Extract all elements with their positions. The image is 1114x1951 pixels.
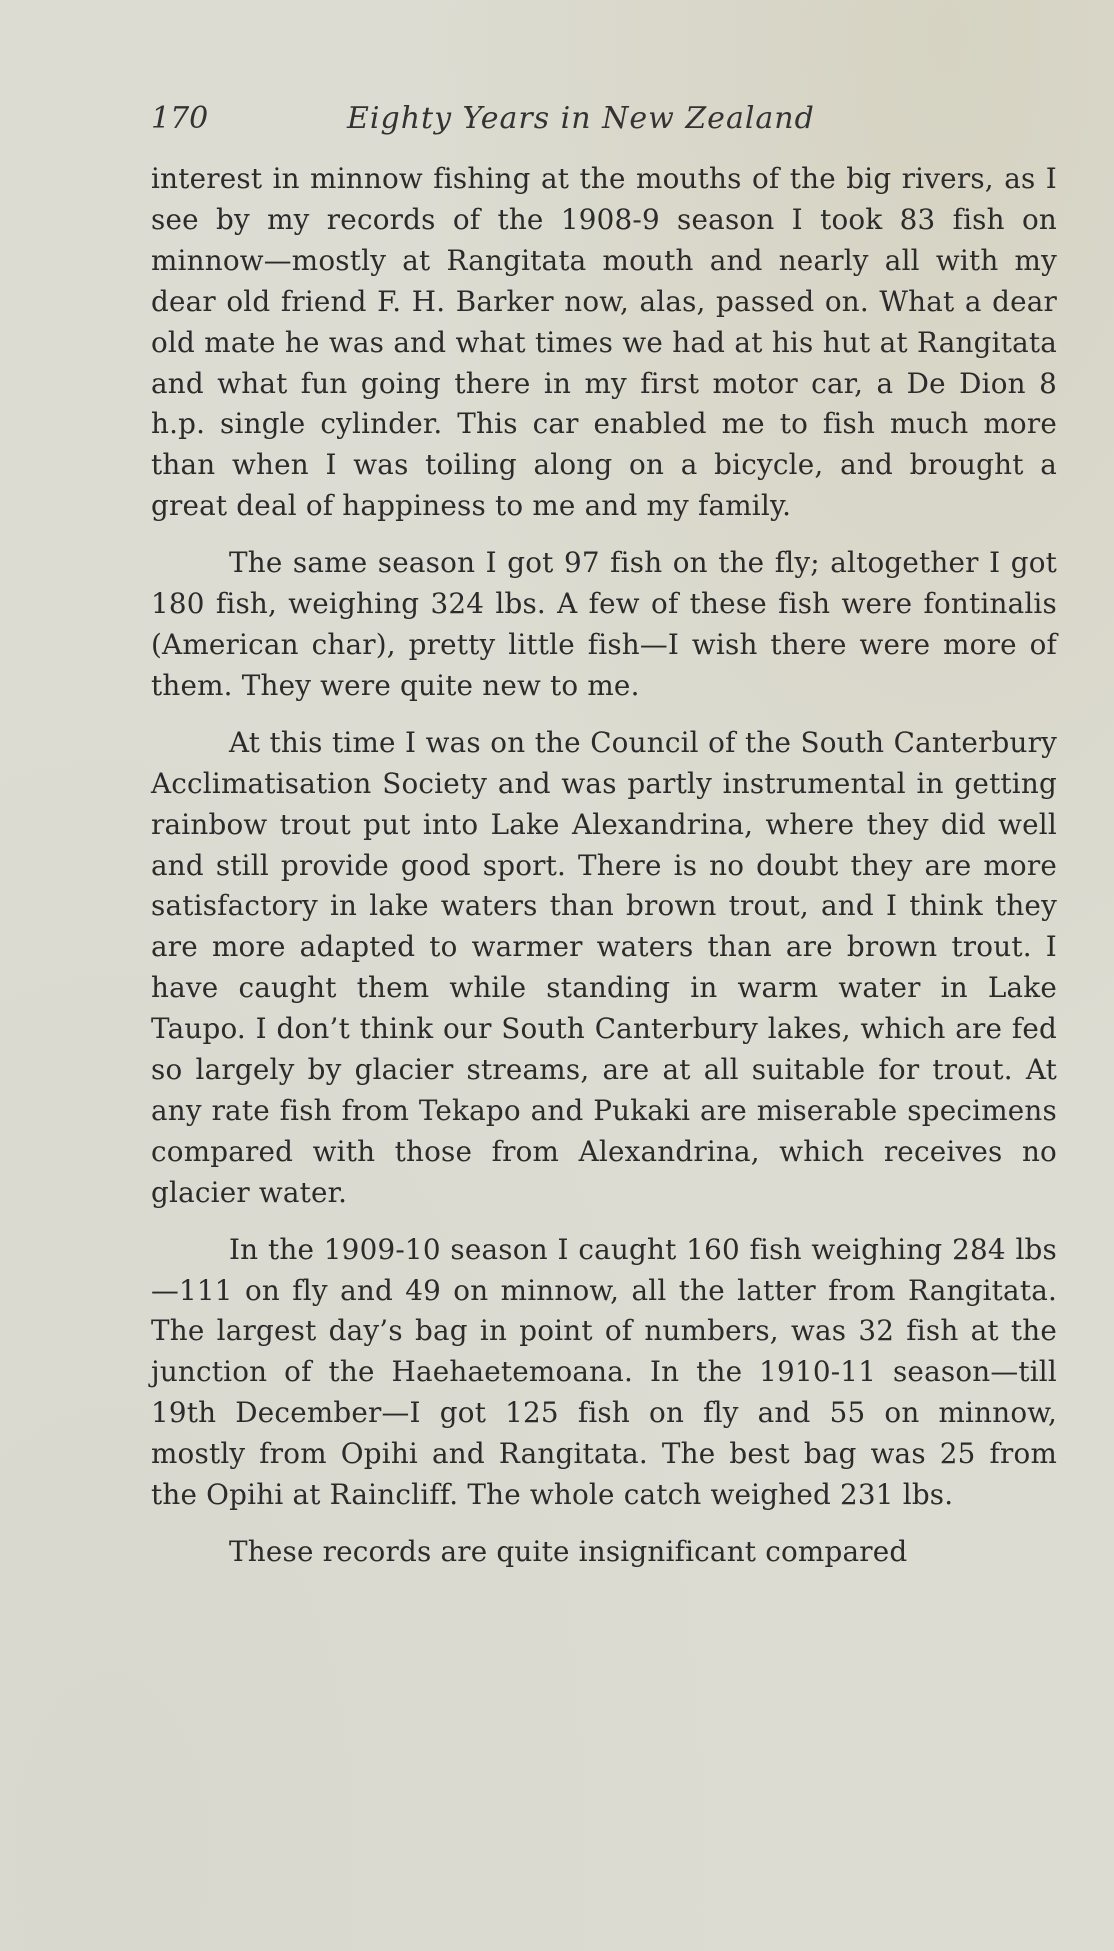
paragraph-3: At this time I was on the Council of the South Canterbury Acclimatisation Society and was partly instrumental in getting rainbow trout put into Lake Alexandrina, where they did well and still provide good sport. There is no doubt they are more satisfactory in lake waters than brown trout, and I think they are more adapted to warmer waters than are brown trout. I have caught them while standing in warm water in Lake Taupo. I don’t think our South Canterbury lakes, which are fed so largely by glacier streams, are at all suitable for trout. At any rate fish from Tekapo and Pukaki are miserable specimens compared with those from Alexandrina, which receives no glacier water. [151,725,1057,1209]
running-head [151,95,1057,143]
page-number: 170 [151,101,209,136]
book-page [151,95,1057,1589]
body-text [151,159,1057,1573]
paragraph-2: The same season I got 97 fish on the fly; altogether I got 180 fish, weighing 324 lbs. A few of these fish were fontinalis (American char), pretty little fish—I wish there were more of them. They were quite new to me. [151,546,1057,702]
paragraph-5: These records are quite insignificant compared [229,1535,908,1568]
paragraph-4: In the 1909-10 season I caught 160 fish weighing 284 lbs—111 on fly and 49 on minnow, all the latter from Rangitata. The largest day’s bag in point of numbers, was 32 fish at the junction of the Haehaetemoana. In the 1910-11 season—till 19th December—I got 125 fish on fly and 55 on minnow, mostly from Opihi and Rangitata. The best bag was 25 from the Opihi at Raincliff. The whole catch weighed 231 lbs. [151,1232,1057,1512]
paragraph-1: interest in minnow fishing at the mouths of the big rivers, as I see by my records of the 1908-9 season I took 83 fish on minnow—mostly at Rangitata mouth and nearly all with my dear old friend F. H. Barker now, alas, passed on. What a dear old mate he was and what times we had at his hut at Rangitata and what fun going there in my first motor car, a De Dion 8 h.p. single cylinder. This car enabled me to fish much more than when I was toiling along on a bicycle, and brought a great deal of happiness to me and my family. [151,162,1057,523]
book-title: Eighty Years in New Zealand [347,101,815,136]
